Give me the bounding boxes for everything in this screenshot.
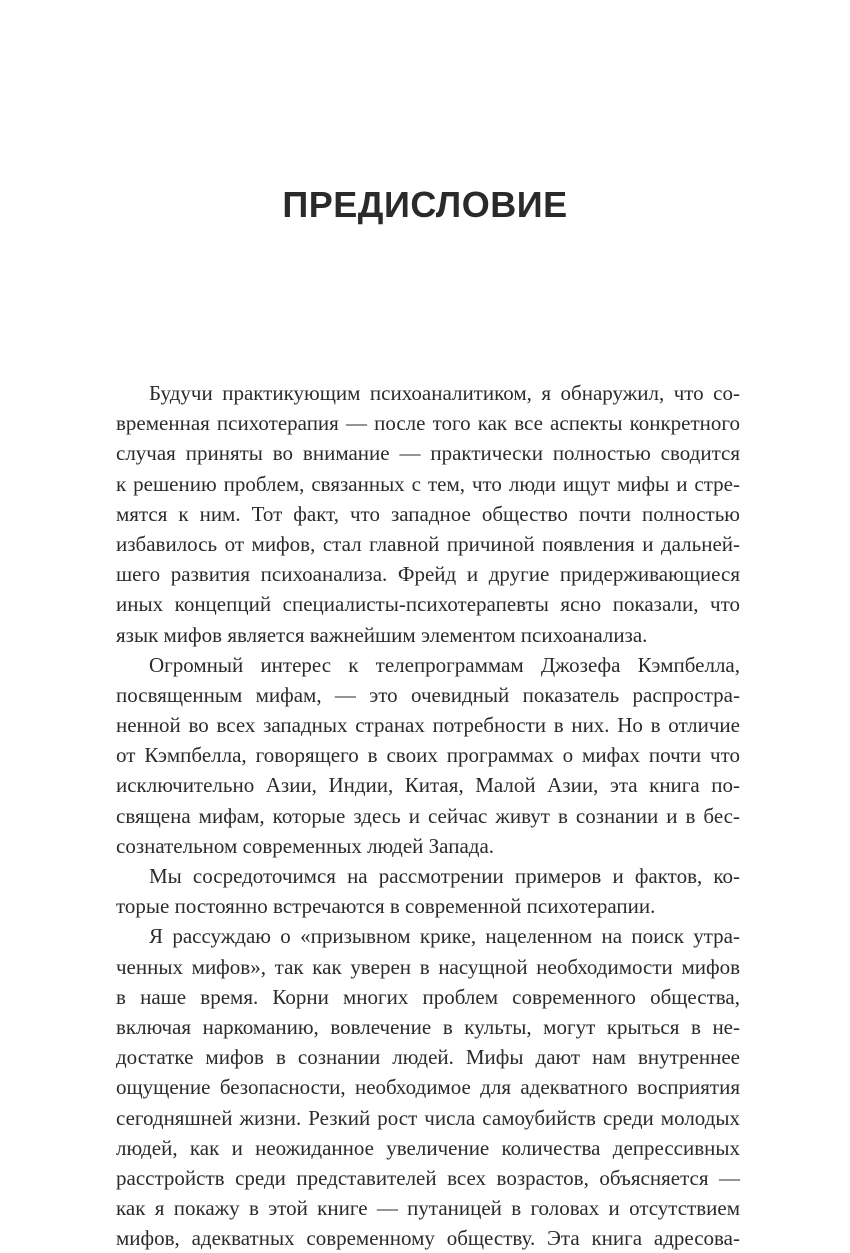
text-line: шего развития психоанализа. Фрейд и другие придерживающиеся	[116, 562, 740, 587]
text-line: ощущение безопасности, необходимое для адекватного восприятия	[116, 1075, 740, 1100]
text-line: ненной во всех западных странах потребности в них. Но в отличие	[116, 713, 740, 738]
text-line: людей, как и неожиданное увеличение количества депрессивных	[116, 1135, 740, 1160]
text-line: к решению проблем, связанных с тем, что люди ищут мифы и стре-	[116, 471, 740, 496]
text-line: исключительно Азии, Индии, Китая, Малой Азии, эта книга по-	[116, 773, 740, 798]
text-line: избавилось от мифов, стал главной причиной появления и дальней-	[116, 531, 740, 556]
text-line: мятся к ним. Тот факт, что западное общество почти полностью	[116, 501, 740, 526]
text-line: расстройств среди представителей всех возрастов, объясняется —	[116, 1165, 740, 1190]
text-line: мифов, адекватных современному обществу. Эта книга адресова-	[116, 1226, 740, 1251]
text-line: как я покажу в этой книге — путаницей в головах и отсутствием	[116, 1196, 740, 1221]
text-line: иных концепций специалисты-психотерапевты ясно показали, что	[116, 592, 740, 617]
text-line: от Кэмпбелла, говорящего в своих программах о мифах почти что	[116, 743, 740, 768]
text-line: сознательном современных людей Запада.	[116, 833, 495, 858]
chapter-title: ПРЕДИСЛОВИЕ	[282, 184, 568, 225]
text-line: случая приняты во внимание — практически полностью сводится	[116, 441, 740, 466]
text-line: включая наркоманию, вовлечение в культы, могут крыться в не-	[116, 1014, 740, 1039]
text-line: Огромный интерес к телепрограммам Джозефа Кэмпбелла,	[149, 652, 740, 677]
text-line: священа мифам, которые здесь и сейчас живут в сознании и в бес-	[116, 803, 740, 828]
text-line: торые постоянно встречаются в современной психотерапии.	[116, 894, 656, 919]
text-line: Будучи практикующим психоаналитиком, я обнаружил, что со-	[149, 381, 740, 405]
text-line: посвященным мифам, — это очевидный показатель распростра-	[116, 682, 740, 707]
text-line: достатке мифов в сознании людей. Мифы дают нам внутреннее	[116, 1045, 740, 1070]
body-text	[116, 378, 740, 1253]
text-line: в наше время. Корни многих проблем современного общества,	[116, 984, 740, 1009]
text-line: ченных мифов», так как уверен в насущной необходимости мифов	[116, 954, 740, 979]
text-line: временная психотерапия — после того как все аспекты конкретного	[116, 411, 740, 436]
text-line: язык мифов является важнейшим элементом психоанализа.	[116, 622, 648, 647]
text-line: Я рассуждаю о «призывном крике, нацеленном на поиск утра-	[149, 924, 740, 949]
text-line: Мы сосредоточимся на рассмотрении примеров и фактов, ко-	[149, 864, 740, 888]
text-line: сегодняшней жизни. Резкий рост числа самоубийств среди молодых	[116, 1105, 740, 1130]
